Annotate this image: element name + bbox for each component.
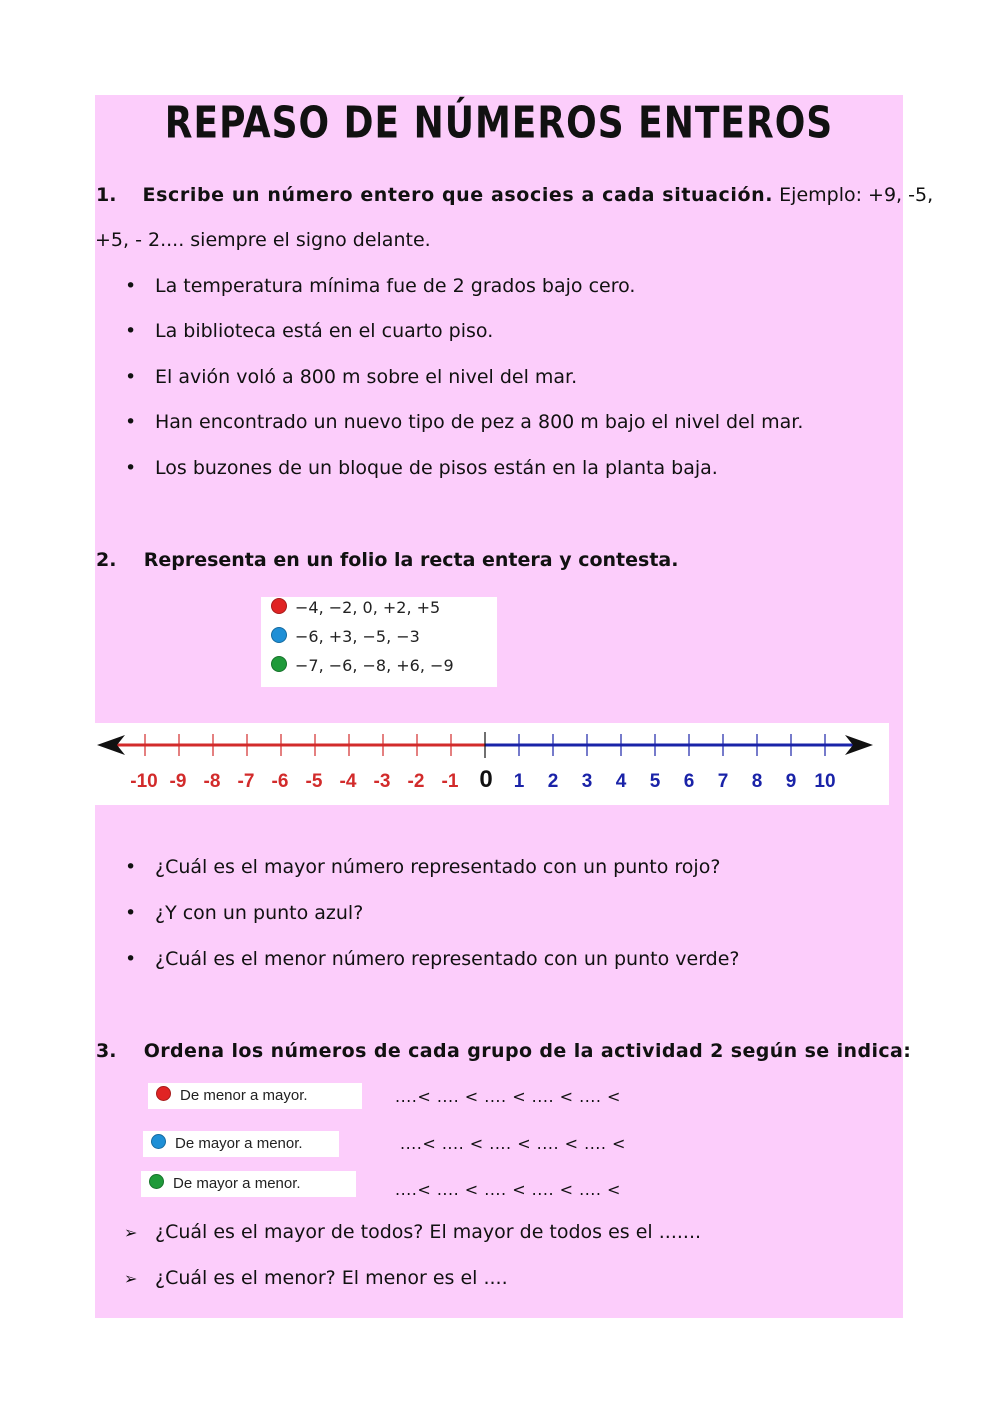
tick-label: 9 <box>785 771 797 792</box>
zero-label: 0 <box>479 766 493 793</box>
tick-label: -1 <box>441 771 459 792</box>
order-blank-green: ....< .... < .... < .... < .... < <box>395 1180 621 1199</box>
q3-final-question: ¿Cuál es el menor? El menor es el .... <box>155 1267 508 1289</box>
group-values: −6, +3, −5, −3 <box>295 627 420 646</box>
number-line <box>95 723 889 805</box>
tick-label: -3 <box>373 771 391 792</box>
tick-label: -10 <box>130 771 158 792</box>
bullet-icon: • <box>125 856 137 878</box>
tick-label: 8 <box>751 771 763 792</box>
group-values: −7, −6, −8, +6, −9 <box>295 656 454 675</box>
tick-label: -7 <box>237 771 255 792</box>
order-tag-green <box>141 1171 356 1197</box>
tick-label: -8 <box>203 771 221 792</box>
tick-label: -4 <box>339 771 357 792</box>
tick-label: 5 <box>649 771 661 792</box>
q1-number: 1. <box>96 184 117 206</box>
tick-label: -6 <box>271 771 289 792</box>
q1-item: La biblioteca está en el cuarto piso. <box>155 320 494 342</box>
tick-label: -2 <box>407 771 425 792</box>
tick-label: 1 <box>513 771 525 792</box>
order-tag-red <box>148 1083 362 1109</box>
bullet-icon: • <box>125 411 137 433</box>
tick-label: -9 <box>169 771 187 792</box>
groups-legend <box>261 597 497 687</box>
page-title: REPASO DE NÚMEROS ENTEROS <box>164 97 834 149</box>
order-label: De menor a mayor. <box>180 1087 308 1104</box>
red-dot-icon <box>156 1086 171 1101</box>
q1-item: El avión voló a 800 m sobre el nivel del mar. <box>155 366 578 388</box>
arrowhead-bullet-icon: ➢ <box>124 1269 138 1288</box>
q2-prompt: Representa en un folio la recta entera y contesta. <box>143 549 679 571</box>
q1-item: Los buzones de un bloque de pisos están en la planta baja. <box>155 457 718 479</box>
legend-row-red <box>271 598 440 617</box>
tick-label: 6 <box>683 771 695 792</box>
blue-dot-icon <box>271 627 287 643</box>
order-blank-blue: ....< .... < .... < .... < .... < <box>400 1134 626 1153</box>
q3-final-question: ¿Cuál es el mayor de todos? El mayor de todos es el ....... <box>155 1221 702 1243</box>
number-line-graphic <box>95 723 889 805</box>
q1-item: Han encontrado un nuevo tipo de pez a 800 m bajo el nivel del mar. <box>155 411 804 433</box>
bullet-icon: • <box>125 275 137 297</box>
q2-question: ¿Cuál es el mayor número representado con un punto rojo? <box>155 856 721 878</box>
legend-row-blue <box>271 627 420 646</box>
arrowhead-bullet-icon: ➢ <box>124 1223 138 1242</box>
bullet-icon: • <box>125 366 137 388</box>
q3-prompt: Ordena los números de cada grupo de la actividad 2 según se indica: <box>143 1040 912 1062</box>
bullet-icon: • <box>125 320 137 342</box>
bullet-icon: • <box>125 948 137 970</box>
group-values: −4, −2, 0, +2, +5 <box>295 598 441 617</box>
green-dot-icon <box>271 656 287 672</box>
tick-label: 10 <box>814 771 836 792</box>
q1-example-b: +5, - 2.... siempre el signo delante. <box>95 229 431 251</box>
tick-label: 2 <box>547 771 559 792</box>
order-label: De mayor a menor. <box>175 1135 303 1152</box>
tick-label: 7 <box>717 771 729 792</box>
tick-label: -5 <box>305 771 323 792</box>
green-dot-icon <box>149 1174 164 1189</box>
legend-row-green <box>271 656 454 675</box>
q1-heading <box>96 184 933 206</box>
q3-heading <box>96 1040 911 1062</box>
tick-label: 4 <box>615 771 627 792</box>
order-label: De mayor a menor. <box>173 1175 301 1192</box>
bullet-icon: • <box>125 902 137 924</box>
blue-dot-icon <box>151 1134 166 1149</box>
bullet-icon: • <box>125 457 137 479</box>
q1-item: La temperatura mínima fue de 2 grados bajo cero. <box>155 275 636 297</box>
q2-heading <box>96 549 678 571</box>
q2-number: 2. <box>96 549 117 571</box>
red-dot-icon <box>271 598 287 614</box>
tick-label: 3 <box>581 771 593 792</box>
order-blank-red: ....< .... < .... < .... < .... < <box>395 1087 621 1106</box>
q3-number: 3. <box>96 1040 117 1062</box>
q1-example-a: Ejemplo: +9, -5, <box>773 184 934 206</box>
order-tag-blue <box>143 1131 339 1157</box>
q2-question: ¿Cuál es el menor número representado con un punto verde? <box>155 948 740 970</box>
q2-question: ¿Y con un punto azul? <box>155 902 364 924</box>
q1-prompt: Escribe un número entero que asocies a cada situación. <box>142 184 774 206</box>
